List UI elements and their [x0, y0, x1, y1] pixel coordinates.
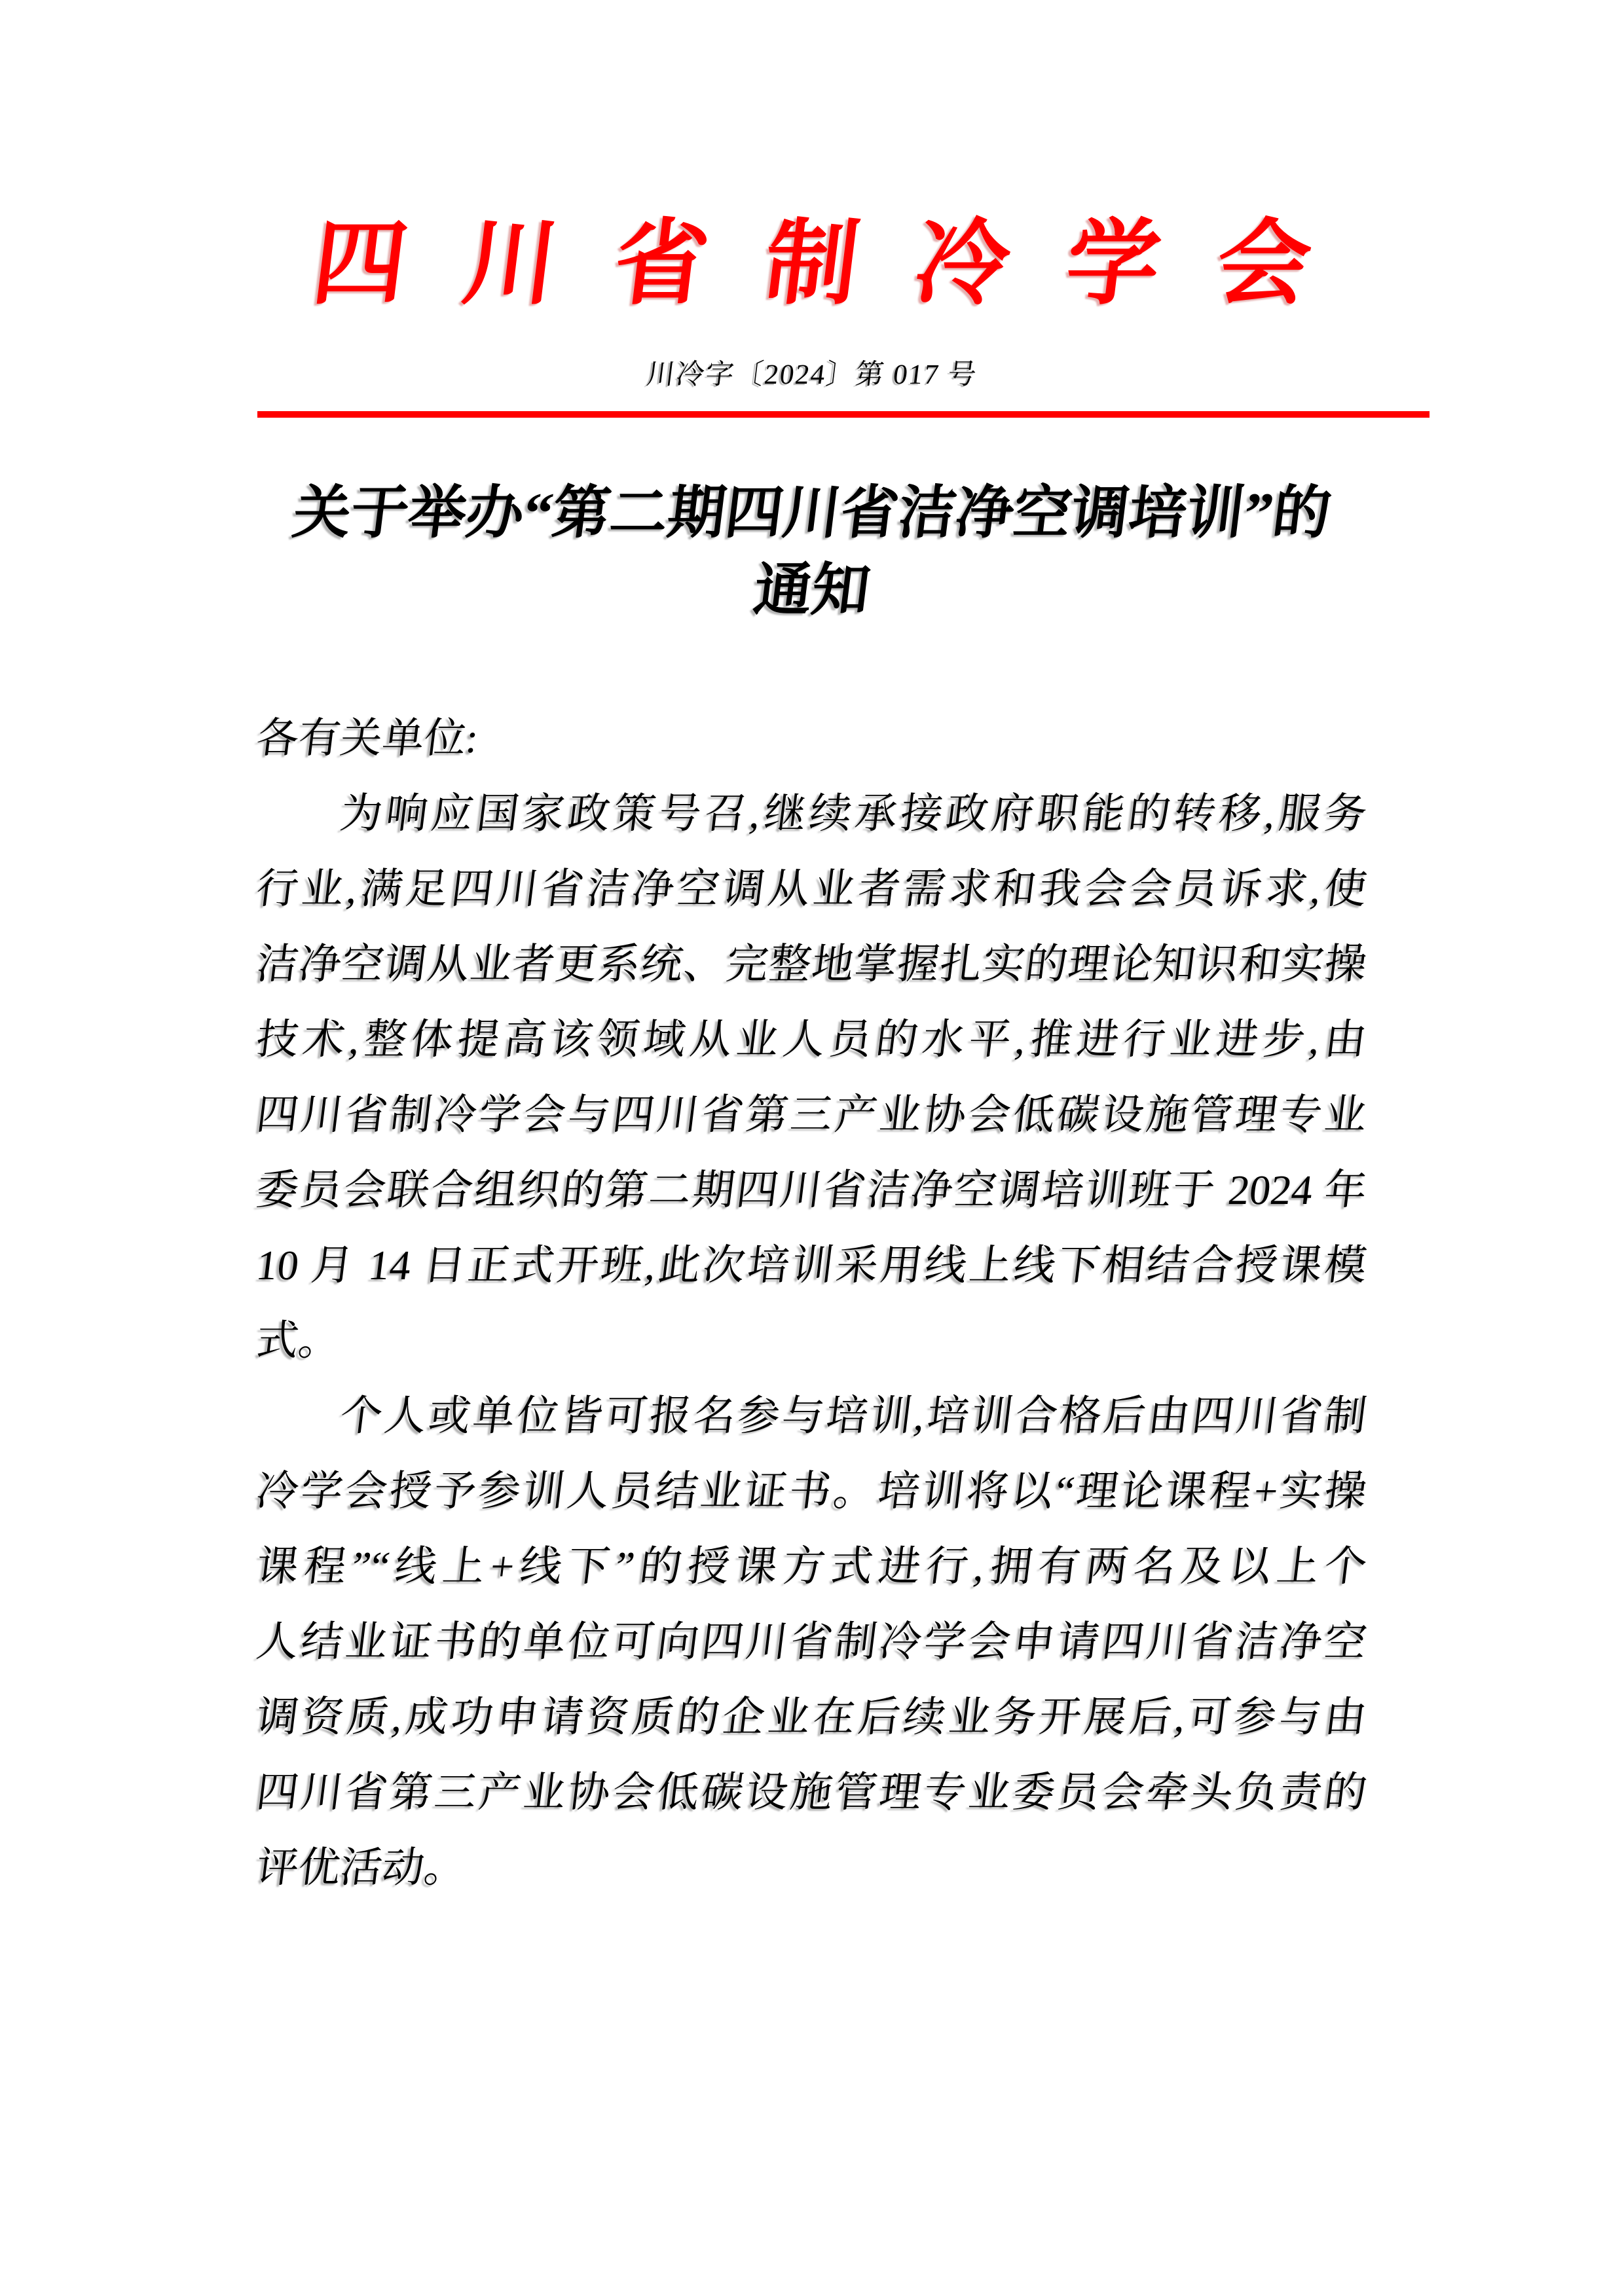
- body-line: 洁净空调从业者更系统、完整地掌握扎实的理论知识和实操: [253, 941, 1370, 988]
- body-line: 冷学会授予参训人员结业证书。培训将以“理论课程+实操: [253, 1468, 1370, 1515]
- body-line: 10 月 14 日正式开班,此次培训采用线上线下相结合授课模: [253, 1242, 1370, 1289]
- body-line: 人结业证书的单位可向四川省制冷学会申请四川省洁净空: [253, 1618, 1370, 1666]
- body-line: 技术,整体提高该领域从业人员的水平,推进行业进步,由: [253, 1016, 1370, 1063]
- body-line: 调资质,成功申请资质的企业在后续业务开展后,可参与由: [253, 1694, 1370, 1741]
- body-line: 行业,满足四川省洁净空调从业者需求和我会会员诉求,使: [253, 866, 1370, 913]
- body-line: 个人或单位皆可报名参与培训,培训合格后由四川省制: [337, 1393, 1370, 1440]
- masthead-org-name: 四川省制冷学会: [307, 212, 1375, 316]
- notice-title-line2: 通知: [750, 559, 874, 623]
- notice-title-line1: 关于举办“第二期四川省洁净空调培训”的: [289, 482, 1335, 546]
- salutation: 各有关单位:: [253, 715, 481, 762]
- body-line: 课程”“线上+线下”的授课方式进行,拥有两名及以上个: [253, 1543, 1370, 1590]
- notice-title: [0, 475, 1624, 630]
- masthead: [0, 0, 1624, 319]
- body-line: 四川省制冷学会与四川省第三产业协会低碳设施管理专业: [253, 1091, 1370, 1139]
- doc-number: 川冷字〔2024〕第 017 号: [644, 359, 980, 391]
- red-separator-line: [257, 411, 1430, 418]
- body-line: 评优活动。: [253, 1844, 470, 1891]
- body-line: 四川省第三产业协会低碳设施管理专业委员会牵头负责的: [253, 1769, 1370, 1816]
- body-line: 式。: [253, 1317, 344, 1364]
- body-line: 委员会联合组织的第二期四川省洁净空调培训班于 2024 年: [253, 1167, 1370, 1214]
- document-body: [253, 701, 1370, 1905]
- body-line: 为响应国家政策号召,继续承接政府职能的转移,服务: [337, 790, 1370, 837]
